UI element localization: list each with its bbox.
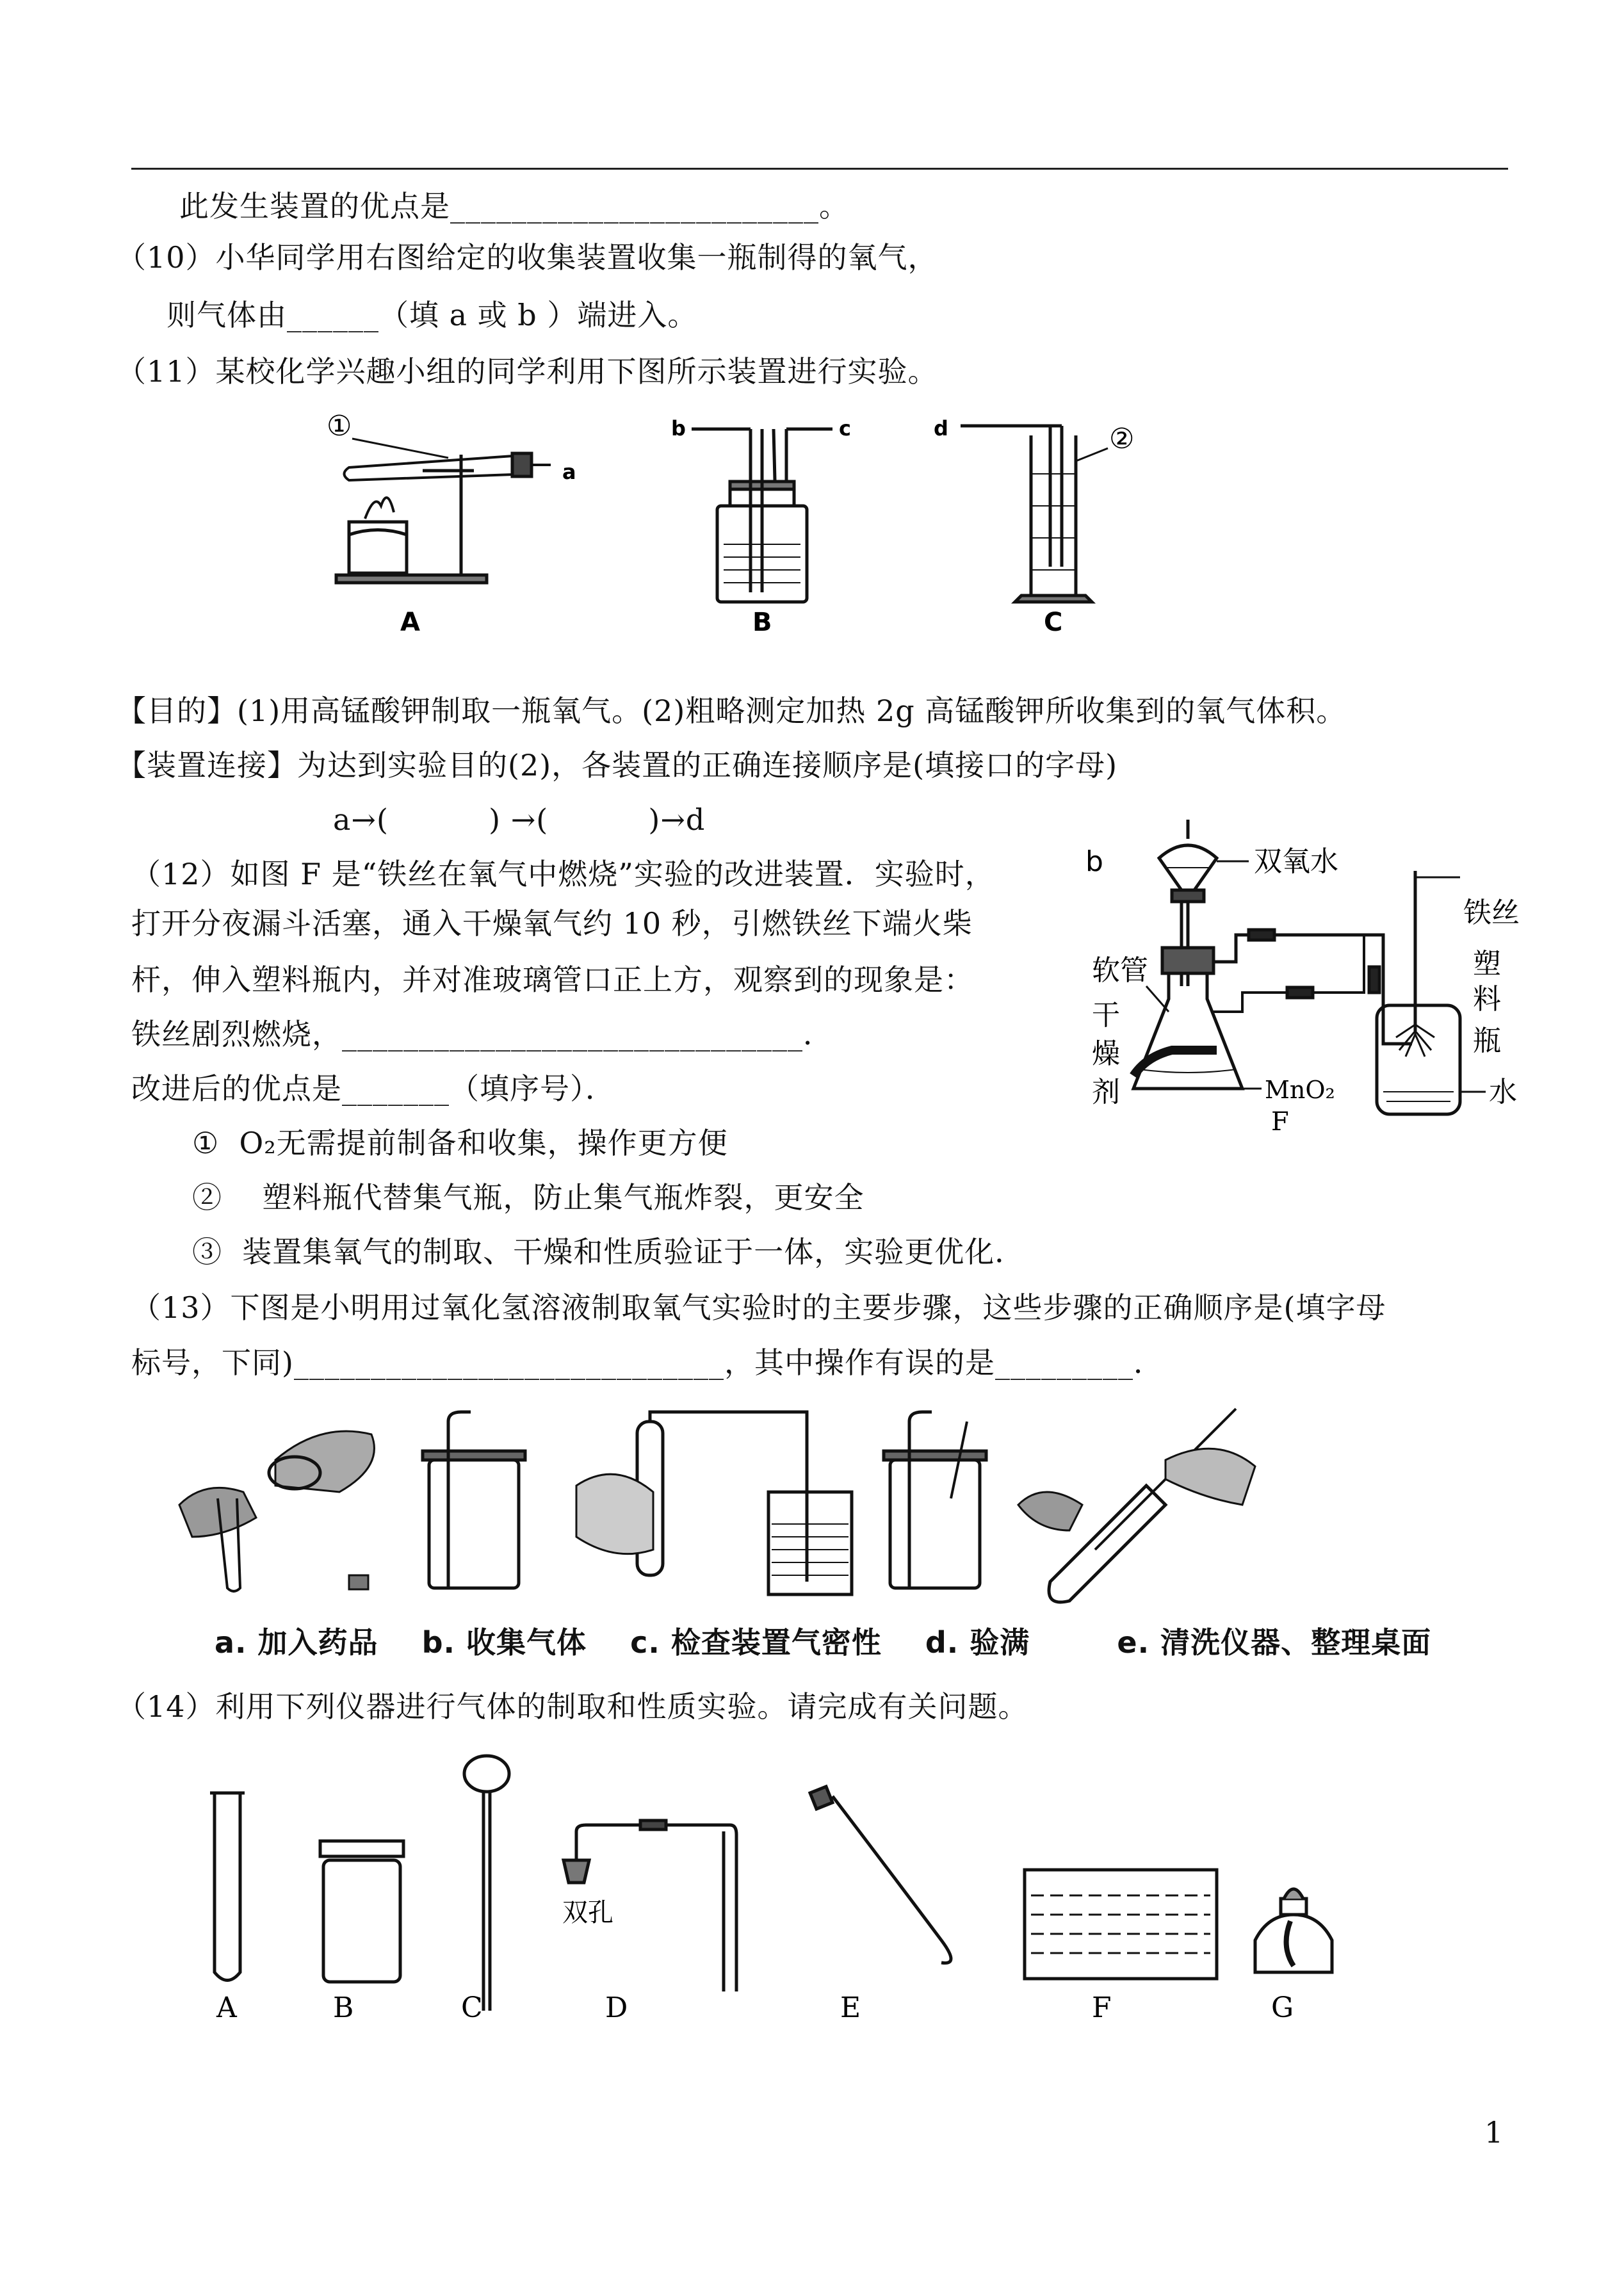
fig14-label-double-hole: 双孔 — [562, 1898, 613, 1927]
fig12-label-water: 水 — [1489, 1076, 1517, 1108]
connection-order: a→( ) →( )→d — [333, 802, 706, 837]
page-number: 1 — [1484, 2115, 1504, 2150]
fig11-label-b: b — [671, 416, 686, 441]
option-1: ① O₂无需提前制备和收集，操作更方便 — [192, 1126, 728, 1160]
option-2: ② 塑料瓶代替集气瓶，防止集气瓶炸裂，更安全 — [192, 1180, 865, 1215]
question-12: （12）如图 F 是“铁丝在氧气中燃烧”实验的改进装置．实验时， — [131, 857, 995, 891]
fig11-label-c: c — [839, 416, 851, 441]
fig11-label-2: ② — [1109, 423, 1135, 455]
figure-11-apparatus — [320, 410, 1165, 647]
fig14-label-D: D — [605, 1991, 628, 2024]
fig12-label-dry-2: 燥 — [1092, 1037, 1120, 1070]
fig12-label-dry-3: 剂 — [1092, 1076, 1120, 1108]
fig12-label-F: F — [1271, 1107, 1289, 1137]
fig11-caption-B: B — [752, 608, 772, 637]
question-11: （11）某校化学兴趣小组的同学利用下图所示装置进行实验。 — [117, 354, 938, 389]
fig12-label-h2o2: 双氧水 — [1254, 845, 1338, 878]
fig14-label-B: B — [333, 1991, 354, 2024]
figure-12-apparatus — [1082, 820, 1569, 1140]
fig11-caption-A: A — [400, 608, 420, 637]
option-3: ③ 装置集氧气的制取、干燥和性质验证于一体，实验更优化． — [192, 1235, 1025, 1269]
fig12-label-mno2: MnO₂ — [1265, 1076, 1335, 1104]
fig11-caption-C: C — [1044, 608, 1063, 637]
question-10: （10）小华同学用右图给定的收集装置收集一瓶制得的氧气， — [117, 240, 938, 275]
figure-13-steps — [166, 1409, 1287, 1601]
fig14-label-G: G — [1271, 1991, 1294, 2024]
question-12-line4: 铁丝剧烈燃烧，______________________________． — [131, 1017, 833, 1051]
fig14-label-E: E — [840, 1991, 861, 2024]
fig12-label-iron: 铁丝 — [1463, 896, 1520, 929]
fig11-label-1: ① — [327, 410, 352, 442]
goal-line: 【目的】(1)用高锰酸钾制取一瓶氧气。(2)粗略测定加热 2g 高锰酸钾所收集到的氧气体积。 — [117, 693, 1347, 728]
fig11-label-a: a — [562, 460, 576, 484]
header-rule — [131, 168, 1508, 170]
figure-13-caption: a. 加入药品 b. 收集气体 c. 检查装置气密性 d. 验满 e. 清洗仪器、整理桌面 — [215, 1625, 1432, 1660]
question-14: （14）利用下列仪器进行气体的制取和性质实验。请完成有关问题。 — [117, 1689, 1028, 1724]
fig12-label-plastic-3: 瓶 — [1473, 1025, 1501, 1057]
question-12-line5: 改进后的优点是_______（填序号）． — [131, 1071, 615, 1106]
question-10-answer: 则气体由______（填 a 或 b ）端进入。 — [166, 298, 698, 332]
fig12-label-hose: 软管 — [1092, 954, 1148, 987]
fig12-label-plastic-2: 料 — [1473, 983, 1501, 1016]
fig11-label-d: d — [934, 416, 948, 441]
question-12-line3: 杆，伸入塑料瓶内，并对准玻璃管口正上方，观察到的现象是： — [131, 962, 974, 997]
figure-14-instruments — [192, 1755, 1409, 2023]
text-line-advantage: 此发生装置的优点是________________________。 — [179, 189, 849, 223]
fig14-label-F: F — [1092, 1991, 1112, 2024]
question-12-line2: 打开分夜漏斗活塞，通入干燥氧气约 10 秒，引燃铁丝下端火柴 — [131, 906, 973, 941]
fig14-label-C: C — [461, 1991, 483, 2024]
fig12-label-plastic-1: 塑 — [1473, 948, 1501, 980]
fig12-label-b: b — [1085, 845, 1103, 878]
question-13-line2: 标号，下同)____________________________，其中操作有误的是_________． — [131, 1345, 1164, 1380]
fig14-label-A: A — [216, 1991, 237, 2024]
fig12-label-dry-1: 干 — [1092, 999, 1120, 1032]
question-13: （13）下图是小明用过氧化氢溶液制取氧气实验时的主要步骤，这些步骤的正确顺序是(填字母 — [131, 1290, 1386, 1325]
connection-line: 【装置连接】为达到实验目的(2)，各装置的正确连接顺序是(填接口的字母) — [117, 748, 1118, 783]
